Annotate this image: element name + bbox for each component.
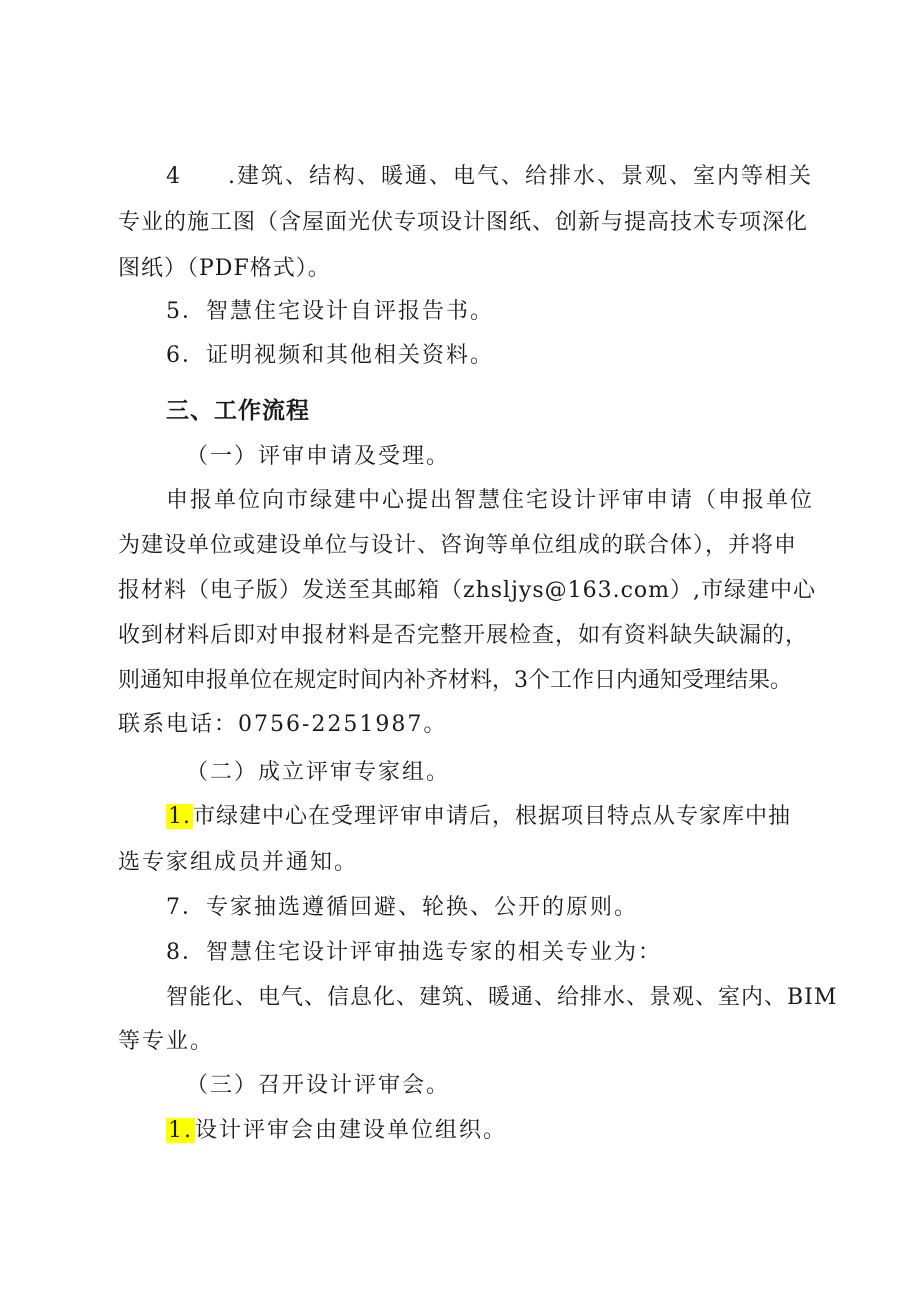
sub-1-para-line-5: 则通知申报单位在规定时间内补齐材料，3个工作日内通知受理结果。 <box>118 668 792 693</box>
contact-phone: 联系电话：0756-2251987。 <box>118 712 448 737</box>
item-4-text: .建筑、结构、暖通、电气、给排水、景观、室内等相关 <box>228 164 813 189</box>
sub-2-item-1-text: 市绿建中心在受理评审申请后，根据项目特点从专家库中抽 <box>193 804 792 829</box>
sub-2-item-1-number: 1. <box>168 804 191 829</box>
sub-1-heading: （一）评审申请及受理。 <box>186 444 451 469</box>
sub-2-heading: （二）成立评审专家组。 <box>186 760 451 785</box>
section-3-heading: 三、工作流程 <box>166 398 310 424</box>
item-5: 5．智慧住宅设计自评报告书。 <box>166 299 494 324</box>
sub-1-para-line-1: 申报单位向市绿建中心提出智慧住宅设计评审申请（申报单位 <box>166 488 815 513</box>
item-8-para-line-1: 智能化、电气、信息化、建筑、暖通、给排水、景观、室内、BIM <box>166 985 838 1010</box>
sub-3-item-1-number: 1. <box>168 1118 193 1143</box>
item-8-para-line-2: 等专业。 <box>118 1029 215 1054</box>
item-6: 6．证明视频和其他相关资料。 <box>166 343 494 368</box>
item-7: 7．专家抽选遵循回避、轮换、公开的原则。 <box>166 895 638 920</box>
item-4-line-1 <box>166 162 813 192</box>
item-8: 8．智慧住宅设计评审抽选专家的相关专业为： <box>166 940 662 965</box>
sub-3-heading: （三）召开设计评审会。 <box>186 1073 451 1098</box>
sub-3-item-1-text: 设计评审会由建设单位组织。 <box>195 1118 508 1143</box>
sub-3-item-1 <box>166 1116 507 1146</box>
sub-2-item-1-line-2: 选专家组成员并通知。 <box>118 850 359 875</box>
sub-1-para-line-3: 报材料（电子版）发送至其邮箱（zhsljys@163.com）,市绿建中心 <box>118 578 817 603</box>
item-4-line-3: 图纸）（PDF格式）。 <box>118 256 331 281</box>
item-4-line-2: 专业的施工图（含屋面光伏专项设计图纸、创新与提高技术专项深化 <box>118 210 809 235</box>
sub-1-para-line-2: 为建设单位或建设单位与设计、咨询等单位组成的联合体），并将申 <box>118 533 798 558</box>
item-4-number: 4 <box>166 164 182 189</box>
sub-1-para-line-4: 收到材料后即对申报材料是否完整开展检查，如有资料缺失缺漏的， <box>118 623 809 648</box>
sub-2-item-1-line-1 <box>166 802 791 832</box>
